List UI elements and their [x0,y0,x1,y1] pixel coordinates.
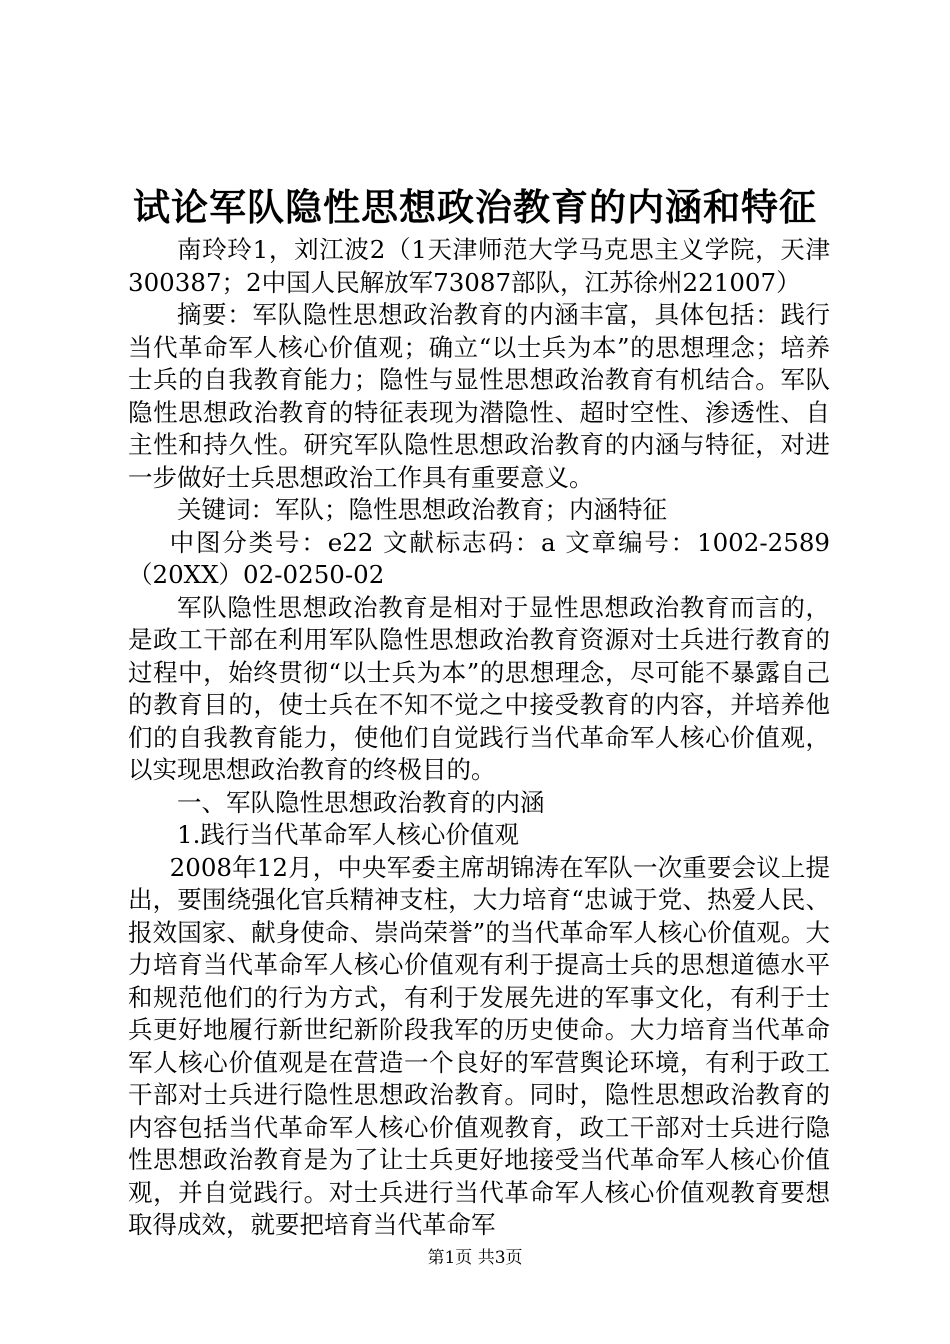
keywords-line: 关键词：军队；隐性思想政治教育；内涵特征 [177,495,667,524]
document-title: 试论军队隐性思想政治教育的内涵和特征 [133,185,817,229]
page-footer: 第1页 共3页 [427,1248,523,1268]
abstract-paragraph: 摘要：军队隐性思想政治教育的内涵丰富，具体包括：践行当代革命军人核心价值观；确立“以士兵为本”的思想理念；培养士兵的自我教育能力；隐性与显性思想政治教育有机结合。军队隐性思想政治教育的特征表现为潜隐性、超时空性、渗透性、自主性和持久性。研究军队隐性思想政治教育的内涵与特征，对进一步做好士兵思想政治工作具有重要意义。 [128,300,830,492]
document-body [128,234,830,1242]
intro-paragraph: 军队隐性思想政治教育是相对于显性思想政治教育而言的，是政工干部在利用军队隐性思想政治教育资源对士兵进行教育的过程中，始终贯彻“以士兵为本”的思想理念，尽可能不暴露自己的教育目的，使士兵在不知不觉之中接受教育的内容，并培养他们的自我教育能力，使他们自觉践行当代革命军人核心价值观，以实现思想政治教育的终极目的。 [128,592,830,784]
section-heading: 一、军队隐性思想政治教育的内涵 [177,787,545,817]
author-line: 南玲玲1，刘江波2（1天津师范大学马克思主义学院，天津300387；2中国人民解放军73087部队，江苏徐州221007） [128,235,830,297]
section-paragraph: 2008年12月，中央军委主席胡锦涛在军队一次重要会议上提出，要围绕强化官兵精神支柱，大力培育“忠诚于党、热爱人民、报效国家、献身使命、崇尚荣誉”的当代革命军人核心价值观。大力培育当代革命军人核心价值观有利于提高士兵的思想道德水平和规范他们的行为方式，有利于发展先进的军事文化，有利于士兵更好地履行新世纪新阶段我军的历史使命。大力培育当代革命军人核心价值观是在营造一个良好的军营舆论环境，有利于政工干部对士兵进行隐性思想政治教育。同时，隐性思想政治教育的内容包括当代革命军人核心价值观教育，政工干部对士兵进行隐性思想政治教育是为了让士兵更好地接受当代革命军人核心价值观，并自觉践行。对士兵进行当代革命军人核心价值观教育要想取得成效，就要把培育当代革命军 [128,852,830,1239]
classification-line: 中图分类号：e22 文献标志码：a 文章编号：1002-2589（20XX）02-0250-02 [128,527,830,589]
subsection-heading: 1.践行当代革命军人核心价值观 [177,820,519,849]
